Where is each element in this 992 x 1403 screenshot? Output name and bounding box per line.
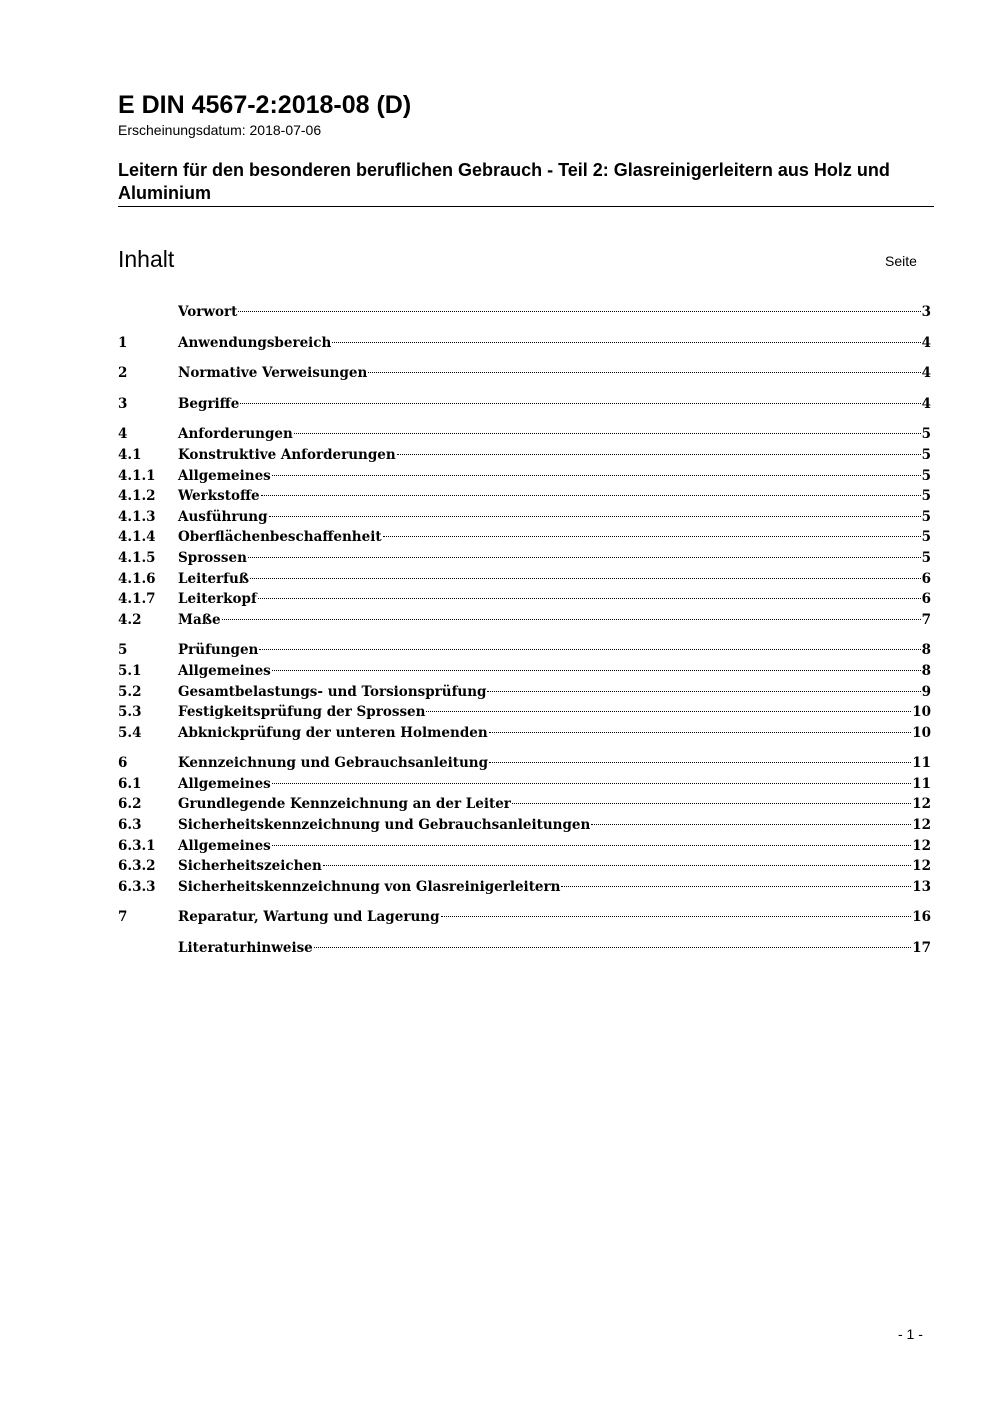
toc-entry-label: Sicherheitszeichen: [178, 858, 322, 875]
toc-entry-label: Anwendungsbereich: [178, 334, 332, 351]
toc-entry-label: Ausführung: [178, 508, 268, 525]
toc-entry-page: 12: [912, 796, 931, 813]
page-column-label: Seite: [885, 253, 917, 269]
toc-entry-number: 5: [118, 642, 128, 659]
toc-entry-number: 4: [118, 426, 128, 443]
toc-dot-leader: [248, 557, 921, 558]
toc-entry-6-3-1[interactable]: [118, 836, 931, 857]
toc-entry-page: 4: [921, 365, 931, 382]
toc-entry-3[interactable]: [118, 394, 931, 415]
publication-date: Erscheinungsdatum: 2018-07-06: [118, 122, 322, 138]
toc-entry-label: Normative Verweisungen: [178, 365, 368, 382]
toc-entry-number: 6.3.3: [118, 878, 156, 895]
toc-entry-label: Prüfungen: [178, 642, 259, 659]
toc-entry-6[interactable]: [118, 753, 931, 774]
toc-entry-label: Grundlegende Kennzeichnung an der Leiter: [178, 796, 511, 813]
toc-entry-label: Vorwort: [178, 304, 238, 320]
toc-entry-page: 3: [921, 304, 931, 320]
toc-dot-leader: [272, 783, 911, 784]
page-number: - 1 -: [898, 1326, 923, 1342]
toc-entry-page: 5: [921, 488, 931, 505]
toc-entry-number: 5.1: [118, 662, 142, 679]
toc-entry-number: 5.4: [118, 724, 142, 741]
toc-entry-4-1-2[interactable]: [118, 486, 931, 507]
toc-entry-page: 6: [921, 591, 931, 608]
toc-entry-page: 12: [912, 817, 931, 834]
toc-entry-number: 4.2: [118, 611, 142, 628]
toc-entry-4-1-4[interactable]: [118, 527, 931, 548]
table-of-contents: [118, 302, 931, 959]
toc-entry-label: Sicherheitskennzeichnung von Glasreinigerleitern: [178, 878, 561, 895]
toc-entry-page: 5: [921, 508, 931, 525]
toc-heading: Inhalt: [118, 246, 175, 272]
toc-entry-6-2[interactable]: [118, 794, 931, 815]
toc-entry-number: 4.1.2: [118, 488, 156, 505]
toc-entry-page: 8: [921, 662, 931, 679]
toc-entry-4-1-6[interactable]: [118, 569, 931, 590]
toc-entry-label: Maße: [178, 611, 221, 628]
toc-dot-leader: [238, 311, 920, 312]
toc-entry-number: 4.1: [118, 446, 142, 463]
toc-entry-page: 5: [921, 467, 931, 484]
toc-dot-leader: [258, 598, 921, 599]
toc-entry-4-1-5[interactable]: [118, 548, 931, 569]
toc-entry-5-2[interactable]: [118, 682, 931, 703]
toc-entry-label: Abknickprüfung der unteren Holmenden: [178, 724, 488, 741]
toc-dot-leader: [368, 372, 920, 373]
toc-entry-page: 9: [921, 683, 931, 700]
toc-entry-number: 3: [118, 395, 128, 412]
toc-entry-label: Allgemeines: [178, 837, 271, 854]
toc-entry-literaturhinweise[interactable]: [118, 938, 931, 959]
toc-entry-number: 6.2: [118, 796, 142, 813]
toc-entry-number: 4.1.5: [118, 549, 156, 566]
toc-entry-5[interactable]: [118, 640, 931, 661]
toc-entry-4-2[interactable]: [118, 610, 931, 631]
toc-entry-label: Literaturhinweise: [178, 940, 313, 957]
toc-dot-leader: [323, 865, 911, 866]
toc-dot-leader: [441, 916, 912, 917]
toc-entry-label: Sicherheitskennzeichnung und Gebrauchsanleitungen: [178, 817, 591, 834]
toc-entry-label: Allgemeines: [178, 467, 271, 484]
toc-dot-leader: [269, 516, 921, 517]
toc-entry-6-3[interactable]: [118, 815, 931, 836]
toc-dot-leader: [314, 947, 911, 948]
toc-dot-leader: [272, 670, 921, 671]
toc-entry-page: 4: [921, 395, 931, 412]
toc-entry-page: 6: [921, 570, 931, 587]
toc-dot-leader: [397, 454, 921, 455]
toc-entry-6-3-2[interactable]: [118, 856, 931, 877]
toc-entry-number: 6.3.2: [118, 858, 156, 875]
toc-dot-leader: [294, 433, 921, 434]
toc-entry-number: 4.1.3: [118, 508, 156, 525]
toc-entry-4-1-1[interactable]: [118, 466, 931, 487]
toc-entry-number: 5.2: [118, 683, 142, 700]
toc-entry-label: Leiterkopf: [178, 591, 257, 608]
toc-entry-number: 5.3: [118, 704, 142, 721]
toc-entry-page: 11: [912, 755, 931, 772]
toc-entry-number: 4.1.1: [118, 467, 156, 484]
toc-entry-label: Allgemeines: [178, 775, 271, 792]
toc-dot-leader: [272, 845, 911, 846]
toc-entry-label: Konstruktive Anforderungen: [178, 446, 396, 463]
title-divider: [118, 206, 934, 207]
toc-entry-label: Anforderungen: [178, 426, 293, 443]
toc-entry-label: Sprossen: [178, 549, 247, 566]
toc-dot-leader: [261, 495, 921, 496]
toc-entry-page: 4: [921, 334, 931, 351]
toc-entry-4[interactable]: [118, 424, 931, 445]
toc-entry-6-1[interactable]: [118, 774, 931, 795]
toc-entry-number: 7: [118, 909, 128, 926]
toc-entry-page: 5: [921, 426, 931, 443]
toc-entry-label: Kennzeichnung und Gebrauchsanleitung: [178, 755, 489, 772]
toc-entry-label: Gesamtbelastungs- und Torsionsprüfung: [178, 683, 487, 700]
toc-dot-leader: [512, 803, 911, 804]
toc-entry-label: Oberflächenbeschaffenheit: [178, 529, 382, 546]
toc-entry-label: Reparatur, Wartung und Lagerung: [178, 909, 440, 926]
toc-dot-leader: [489, 762, 911, 763]
toc-dot-leader: [332, 342, 920, 343]
toc-entry-vorwort[interactable]: [118, 302, 931, 323]
toc-entry-page: 8: [921, 642, 931, 659]
toc-entry-number: 4.1.6: [118, 570, 156, 587]
toc-entry-number: 6.1: [118, 775, 142, 792]
toc-entry-number: 4.1.4: [118, 529, 156, 546]
toc-entry-page: 5: [921, 549, 931, 566]
document-id: E DIN 4567-2:2018-08 (D): [118, 91, 412, 119]
toc-entry-number: 2: [118, 365, 128, 382]
toc-entry-5-4[interactable]: [118, 723, 931, 744]
toc-entry-5-1[interactable]: [118, 661, 931, 682]
toc-entry-1[interactable]: [118, 333, 931, 354]
toc-entry-page: 17: [912, 940, 931, 957]
toc-entry-label: Festigkeitsprüfung der Sprossen: [178, 704, 426, 721]
toc-dot-leader: [222, 619, 921, 620]
toc-entry-6-3-3[interactable]: [118, 877, 931, 898]
toc-entry-page: 12: [912, 837, 931, 854]
toc-entry-4-1-7[interactable]: [118, 589, 931, 610]
toc-entry-page: 10: [912, 724, 931, 741]
toc-entry-7[interactable]: [118, 907, 931, 928]
toc-entry-label: Allgemeines: [178, 662, 271, 679]
toc-entry-label: Begriffe: [178, 395, 240, 412]
toc-entry-number: 1: [118, 334, 128, 351]
toc-entry-4-1-3[interactable]: [118, 507, 931, 528]
toc-dot-leader: [383, 536, 921, 537]
toc-entry-label: Leiterfuß: [178, 570, 250, 587]
toc-dot-leader: [272, 475, 921, 476]
toc-entry-page: 5: [921, 529, 931, 546]
toc-dot-leader: [259, 649, 920, 650]
toc-entry-number: 6: [118, 755, 128, 772]
toc-dot-leader: [591, 824, 911, 825]
toc-entry-5-3[interactable]: [118, 702, 931, 723]
toc-entry-page: 10: [912, 704, 931, 721]
toc-entry-page: 12: [912, 858, 931, 875]
toc-dot-leader: [561, 886, 911, 887]
toc-entry-label: Werkstoffe: [178, 488, 260, 505]
toc-entry-number: 6.3.1: [118, 837, 156, 854]
toc-dot-leader: [250, 578, 921, 579]
toc-dot-leader: [487, 691, 920, 692]
toc-entry-4-1[interactable]: [118, 445, 931, 466]
document-title: Leitern für den besonderen beruflichen Gebrauch - Teil 2: Glasreinigerleitern aus Holz und Aluminium: [118, 160, 890, 203]
toc-entry-page: 5: [921, 446, 931, 463]
toc-entry-number: 4.1.7: [118, 591, 156, 608]
toc-entry-number: 6.3: [118, 817, 142, 834]
toc-dot-leader: [240, 403, 920, 404]
toc-entry-page: 16: [912, 909, 931, 926]
toc-entry-page: 13: [912, 878, 931, 895]
toc-entry-page: 11: [912, 775, 931, 792]
toc-entry-page: 7: [921, 611, 931, 628]
toc-entry-2[interactable]: [118, 363, 931, 384]
toc-dot-leader: [489, 732, 912, 733]
toc-dot-leader: [426, 711, 911, 712]
